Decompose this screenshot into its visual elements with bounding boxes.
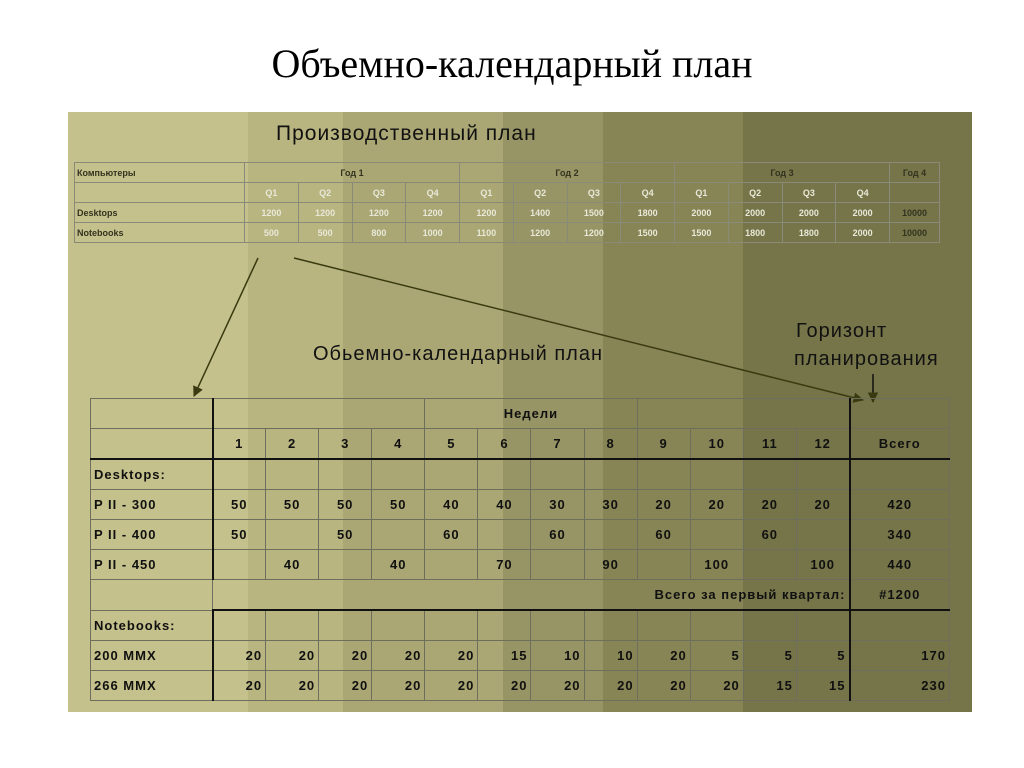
table-cell: 60 xyxy=(425,520,478,550)
year-header: Год 1 xyxy=(245,163,460,183)
table-cell: 1200 xyxy=(406,203,460,223)
table-cell: 20 xyxy=(478,671,531,701)
table-cell xyxy=(796,520,849,550)
table-cell: 60 xyxy=(531,520,584,550)
table-cell xyxy=(637,610,690,641)
week-number: 9 xyxy=(637,429,690,460)
table-cell: 15 xyxy=(743,671,796,701)
quarter-header: Q3 xyxy=(567,183,621,203)
table-cell: 100 xyxy=(796,550,849,580)
table-cell xyxy=(266,520,319,550)
quarter-header: Q1 xyxy=(675,183,729,203)
quarter-header: Q4 xyxy=(406,183,460,203)
table-row xyxy=(91,550,950,580)
table-cell: 20 xyxy=(213,641,266,671)
week-number: 2 xyxy=(266,429,319,460)
table-cell: 30 xyxy=(531,490,584,520)
table-cell: 1200 xyxy=(298,203,352,223)
table-cell: 60 xyxy=(637,520,690,550)
table-cell: 500 xyxy=(298,223,352,243)
row-total: 170 xyxy=(850,641,950,671)
table-cell: 70 xyxy=(478,550,531,580)
quarter-header: Q3 xyxy=(352,183,406,203)
table-cell: 40 xyxy=(266,550,319,580)
week-number: 5 xyxy=(425,429,478,460)
quarter-header: Q1 xyxy=(460,183,514,203)
table-cell: 40 xyxy=(478,490,531,520)
week-number: 10 xyxy=(690,429,743,460)
table-row xyxy=(91,490,950,520)
schedule-title: Обьемно-календарный план xyxy=(313,343,604,365)
arrow-line xyxy=(294,258,863,400)
table-cell: 100 xyxy=(690,550,743,580)
table-cell: 5 xyxy=(690,641,743,671)
table-cell: 20 xyxy=(425,641,478,671)
row-label: P II - 300 xyxy=(91,490,213,520)
table-cell: 1200 xyxy=(245,203,299,223)
table-cell: 90 xyxy=(584,550,637,580)
table-cell xyxy=(425,610,478,641)
table-cell: 20 xyxy=(743,490,796,520)
table-cell xyxy=(637,550,690,580)
section-label: Notebooks: xyxy=(91,610,213,641)
row-total: 340 xyxy=(850,520,950,550)
table-cell xyxy=(743,550,796,580)
table-cell xyxy=(478,520,531,550)
table-cell xyxy=(796,610,849,641)
quarter-header: Q2 xyxy=(728,183,782,203)
week-number: 3 xyxy=(319,429,372,460)
table-cell: 20 xyxy=(319,671,372,701)
table-cell: 20 xyxy=(690,671,743,701)
table-cell xyxy=(850,610,950,641)
table-cell: 10000 xyxy=(890,203,940,223)
schedule-table xyxy=(90,398,950,701)
table-cell: 20 xyxy=(690,490,743,520)
table-cell xyxy=(584,459,637,490)
week-number: 6 xyxy=(478,429,531,460)
table-cell: 20 xyxy=(637,671,690,701)
table-cell xyxy=(425,550,478,580)
table-cell xyxy=(690,520,743,550)
table-cell: 20 xyxy=(319,641,372,671)
row-label: 266 MMX xyxy=(91,671,213,701)
table-cell: 2000 xyxy=(675,203,729,223)
row-label: P II - 450 xyxy=(91,550,213,580)
week-number: 4 xyxy=(372,429,425,460)
table-cell: 20 xyxy=(796,490,849,520)
table-cell xyxy=(319,550,372,580)
year-header: Год 4 xyxy=(890,163,940,183)
total-header: Всего xyxy=(850,429,950,460)
table-cell: 1800 xyxy=(782,223,836,243)
table-cell: 20 xyxy=(266,671,319,701)
table-cell xyxy=(850,459,950,490)
year-header: Год 3 xyxy=(675,163,890,183)
table-cell: 500 xyxy=(245,223,299,243)
table-cell xyxy=(213,399,425,429)
table-row xyxy=(91,459,950,490)
table-cell xyxy=(91,429,213,460)
table-cell xyxy=(91,580,213,611)
table-header: Компьютеры xyxy=(75,163,245,183)
table-cell xyxy=(531,459,584,490)
row-label: P II - 400 xyxy=(91,520,213,550)
slide-title: Объемно-календарный план xyxy=(271,41,753,86)
table-cell: 50 xyxy=(319,490,372,520)
table-cell: 20 xyxy=(637,641,690,671)
table-cell xyxy=(478,459,531,490)
table-cell: 5 xyxy=(796,641,849,671)
table-cell: 1000 xyxy=(406,223,460,243)
quarter-header: Q4 xyxy=(836,183,890,203)
table-cell xyxy=(372,520,425,550)
row-total: 420 xyxy=(850,490,950,520)
table-cell xyxy=(372,459,425,490)
table-cell: 20 xyxy=(425,671,478,701)
week-number: 7 xyxy=(531,429,584,460)
table-cell: 1200 xyxy=(513,223,567,243)
production-plan-title: Производственный план xyxy=(276,122,537,145)
week-number: 1 xyxy=(213,429,266,460)
table-cell: 20 xyxy=(372,641,425,671)
table-cell: 30 xyxy=(584,490,637,520)
table-row xyxy=(91,610,950,641)
table-cell: 2000 xyxy=(782,203,836,223)
quarter-total-value: #1200 xyxy=(850,580,950,611)
table-cell xyxy=(319,459,372,490)
table-cell: 2000 xyxy=(836,223,890,243)
table-cell xyxy=(531,610,584,641)
section-label: Desktops: xyxy=(91,459,213,490)
table-cell xyxy=(637,459,690,490)
table-cell: 15 xyxy=(796,671,849,701)
arrow-line xyxy=(194,258,258,396)
table-cell: 20 xyxy=(637,490,690,520)
table-cell xyxy=(584,520,637,550)
table-cell: 5 xyxy=(743,641,796,671)
table-cell: 15 xyxy=(478,641,531,671)
table-cell xyxy=(213,610,266,641)
table-cell xyxy=(319,610,372,641)
table-cell: 10 xyxy=(531,641,584,671)
table-cell xyxy=(743,610,796,641)
quarter-total-label: Всего за первый квартал: xyxy=(213,580,850,611)
image-panel xyxy=(68,112,972,712)
week-number: 11 xyxy=(743,429,796,460)
table-cell: 20 xyxy=(213,671,266,701)
table-cell xyxy=(637,399,849,429)
table-cell: 20 xyxy=(584,671,637,701)
row-total: 440 xyxy=(850,550,950,580)
table-cell: 10 xyxy=(584,641,637,671)
quarter-header: Q4 xyxy=(621,183,675,203)
table-cell: 2000 xyxy=(836,203,890,223)
table-cell xyxy=(531,550,584,580)
week-number: 12 xyxy=(796,429,849,460)
table-cell: 40 xyxy=(425,490,478,520)
quarter-header: Q1 xyxy=(245,183,299,203)
week-number: 8 xyxy=(584,429,637,460)
table-cell xyxy=(796,459,849,490)
table-cell: 20 xyxy=(266,641,319,671)
table-cell: 50 xyxy=(372,490,425,520)
table-cell xyxy=(584,610,637,641)
row-label: Notebooks xyxy=(75,223,245,243)
table-cell xyxy=(743,459,796,490)
horizon-label: планирования xyxy=(794,348,939,370)
table-cell xyxy=(266,610,319,641)
table-cell: 1200 xyxy=(567,223,621,243)
table-cell xyxy=(425,459,478,490)
table-cell: 40 xyxy=(372,550,425,580)
quarter-header: Q3 xyxy=(782,183,836,203)
table-cell: 1500 xyxy=(621,223,675,243)
table-cell: 1200 xyxy=(460,203,514,223)
table-cell: 1100 xyxy=(460,223,514,243)
table-cell xyxy=(690,610,743,641)
table-cell: 2000 xyxy=(728,203,782,223)
table-cell: 1500 xyxy=(675,223,729,243)
table-cell xyxy=(266,459,319,490)
quarter-header: Q2 xyxy=(298,183,352,203)
table-cell xyxy=(850,399,950,429)
table-cell: 60 xyxy=(743,520,796,550)
table-cell: 50 xyxy=(266,490,319,520)
table-cell: 1800 xyxy=(728,223,782,243)
table-cell xyxy=(478,610,531,641)
table-cell: 20 xyxy=(372,671,425,701)
row-label: 200 MMX xyxy=(91,641,213,671)
table-row xyxy=(91,580,950,611)
table-row xyxy=(91,520,950,550)
table-cell: 1200 xyxy=(352,203,406,223)
table-cell: 50 xyxy=(213,490,266,520)
table-cell: 1500 xyxy=(567,203,621,223)
table-cell: 50 xyxy=(213,520,266,550)
horizon-label: Горизонт xyxy=(796,320,888,342)
table-cell xyxy=(690,459,743,490)
table-cell: 1400 xyxy=(513,203,567,223)
row-label: Desktops xyxy=(75,203,245,223)
table-cell xyxy=(213,550,266,580)
table-row xyxy=(91,641,950,671)
table-cell xyxy=(372,610,425,641)
table-cell xyxy=(213,459,266,490)
table-cell: 10000 xyxy=(890,223,940,243)
row-total: 230 xyxy=(850,671,950,701)
quarter-header: Q2 xyxy=(513,183,567,203)
weeks-header: Недели xyxy=(425,399,637,429)
table-cell xyxy=(91,399,213,429)
table-cell: 800 xyxy=(352,223,406,243)
table-row xyxy=(91,429,950,460)
table-row xyxy=(91,399,950,429)
table-cell: 20 xyxy=(531,671,584,701)
year-header: Год 2 xyxy=(460,163,675,183)
table-row xyxy=(91,671,950,701)
table-cell: 50 xyxy=(319,520,372,550)
table-cell: 1800 xyxy=(621,203,675,223)
